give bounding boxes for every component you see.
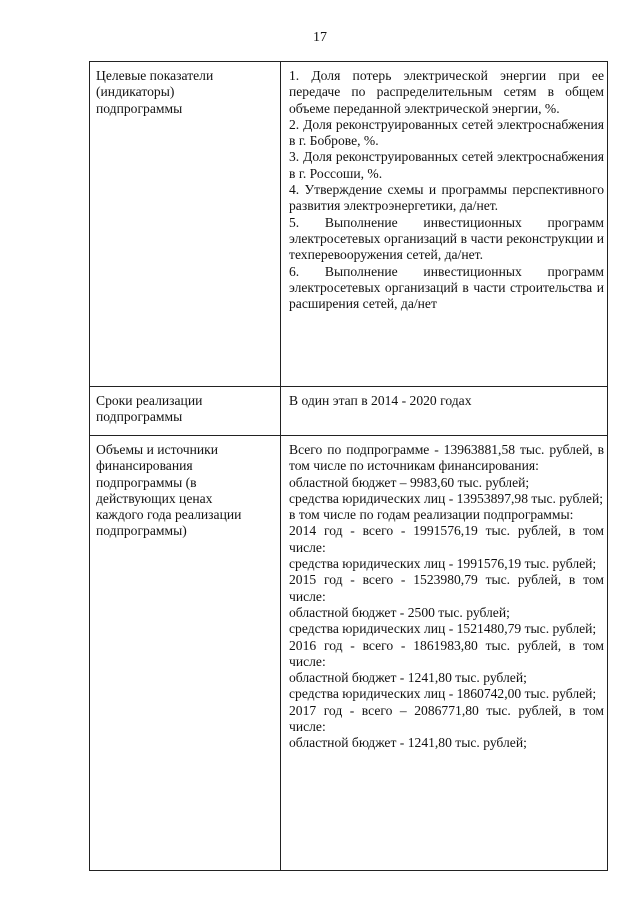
label-cell-indicators: [90, 62, 281, 387]
label-line: финансирования: [96, 458, 193, 474]
passport-table: [89, 61, 608, 871]
table-row-term: [90, 387, 608, 436]
value-cell-finance: [281, 436, 608, 871]
finance-line: 2015 год - всего - 1523980,79 тыс. рублей, в том числе:: [289, 572, 604, 604]
table-row-finance: [90, 436, 608, 871]
finance-line: 2017 год - всего – 2086771,80 тыс. рублей, в том числе:: [289, 702, 604, 735]
indicator-item: 2. Доля реконструированных сетей электроснабжения в г. Боброве, %.: [289, 116, 604, 149]
label-line: Целевые показатели: [96, 68, 214, 83]
finance-line: средства юридических лиц - 1521480,79 тыс. рублей;: [289, 621, 597, 637]
finance-line: в том числе по годам реализации подпрограммы:: [289, 507, 574, 523]
finance-line: областной бюджет - 1241,80 тыс. рублей;: [289, 735, 527, 751]
value-cell-indicators: [281, 62, 608, 387]
label-line: подпрограммы (в: [96, 474, 197, 490]
value-cell-term: [281, 387, 608, 436]
table-row-indicators: [90, 62, 608, 387]
finance-line: средства юридических лиц - 1991576,19 тыс. рублей;: [289, 556, 597, 572]
indicator-item: 6. Выполнение инвестиционных программ электросетевых организаций в части строительства и расширения сетей, да/нет: [289, 263, 604, 312]
label-line: подпрограммы: [96, 100, 183, 116]
finance-line: Всего по подпрограмме - 13963881,58 тыс. рублей, в том числе по источникам финансирования:: [289, 442, 604, 474]
label-cell-term: [90, 387, 281, 436]
label-line: действующих ценах: [96, 490, 213, 506]
finance-line: средства юридических лиц - 1860742,00 тыс. рублей;: [289, 686, 597, 702]
finance-line: областной бюджет – 9983,60 тыс. рублей;: [289, 474, 530, 490]
label-line: Сроки реализации: [96, 393, 203, 408]
label-line: Объемы и источники: [96, 442, 219, 457]
finance-line: 2016 год - всего - 1861983,80 тыс. рублей, в том числе:: [289, 637, 604, 669]
label-line: (индикаторы): [96, 84, 175, 100]
label-cell-finance: [90, 436, 281, 871]
finance-line: средства юридических лиц - 13953897,98 тыс. рублей;: [289, 490, 603, 506]
finance-line: областной бюджет - 1241,80 тыс. рублей;: [289, 670, 527, 686]
indicator-item: 5. Выполнение инвестиционных программ электросетевых организаций в части реконструкции и техперевооружения сетей, да/нет.: [289, 214, 604, 263]
label-line: подпрограммы: [96, 409, 183, 425]
label-line: каждого года реализации: [96, 507, 242, 523]
finance-line: областной бюджет - 2500 тыс. рублей;: [289, 604, 510, 620]
page-number: 17: [313, 30, 327, 45]
indicator-item: 1. Доля потерь электрической энергии при ее передаче по распределительным сетям в общем объеме переданной электрической энергии, %.: [289, 68, 604, 116]
label-line: подпрограммы): [96, 523, 187, 539]
indicator-item: 4. Утверждение схемы и программы перспективного развития электроэнергетики, да/нет.: [289, 182, 604, 214]
term-value: В один этап в 2014 - 2020 годах: [289, 393, 472, 408]
indicator-item: 3. Доля реконструированных сетей электроснабжения в г. Россоши, %.: [289, 149, 604, 181]
finance-line: 2014 год - всего - 1991576,19 тыс. рублей, в том числе:: [289, 523, 604, 555]
